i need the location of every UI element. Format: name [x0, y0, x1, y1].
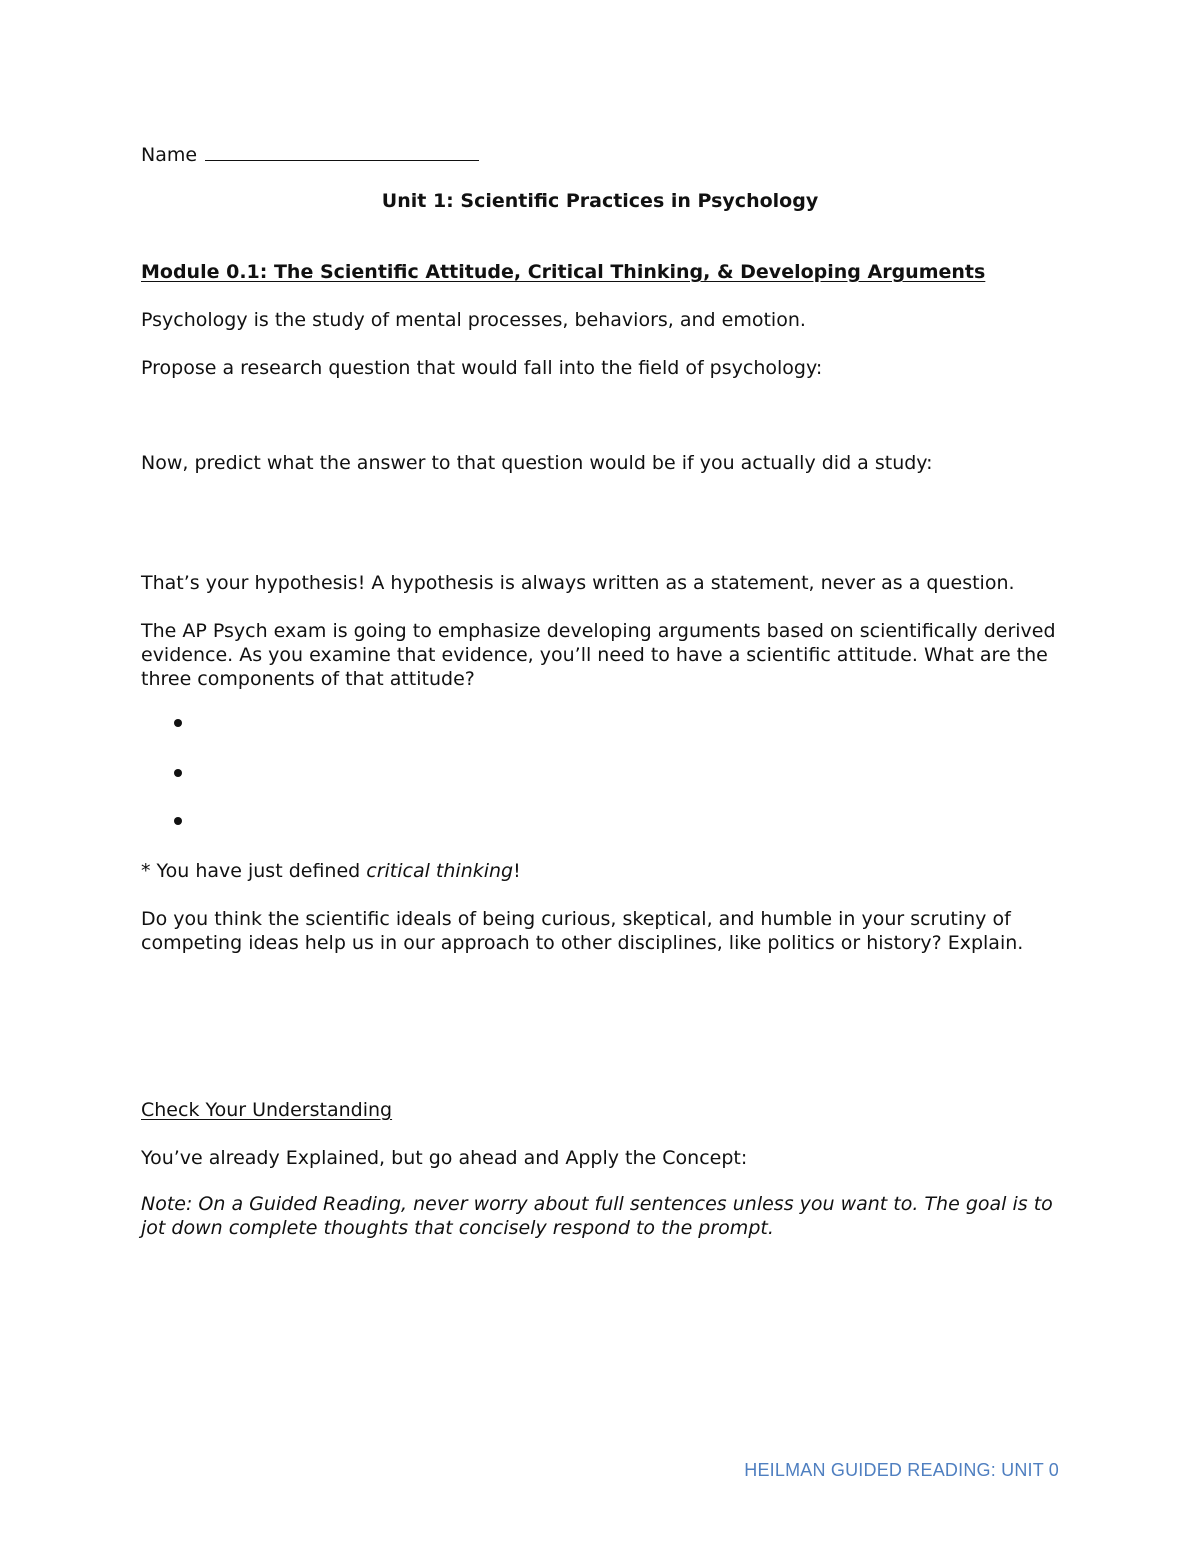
name-label: Name: [141, 144, 198, 166]
bullet-point-3: [174, 817, 184, 827]
definition-paragraph: Psychology is the study of mental processes, behaviors, and emotion.: [141, 309, 806, 331]
check-heading-row: [141, 1098, 1071, 1122]
bullet-dot-icon: [174, 769, 182, 777]
hypothesis-note: That’s your hypothesis! A hypothesis is always written as a statement, never as a question.: [141, 572, 1015, 594]
page-title: Unit 1: Scientific Practices in Psychology: [381, 190, 819, 212]
bullet-point-2: [174, 769, 184, 779]
page-footer: HEILMAN GUIDED READING: UNIT 0: [744, 1460, 1059, 1480]
propose-question-prompt: Propose a research question that would fall into the field of psychology:: [141, 357, 823, 379]
ap-exam-paragraph: The AP Psych exam is going to emphasize developing arguments based on scientifically derived evidence. As you examine that evidence, you’ll need to have a scientific attitude. What are the three components of that attitude?: [141, 620, 1056, 690]
guided-reading-note: Note: On a Guided Reading, never worry about full sentences unless you want to. The goal is to jot down complete thoughts that concisely respond to the prompt.: [141, 1193, 1053, 1239]
critical-thinking-note: [141, 859, 1071, 883]
module-heading: Module 0.1: The Scientific Attitude, Critical Thinking, & Developing Arguments: [141, 261, 986, 283]
disciplines-question: Do you think the scientific ideals of being curious, skeptical, and humble in your scrutiny of competing ideas help us in our approach to other disciplines, like politics or history? Explain.: [141, 908, 1024, 954]
bullet-point-1: [174, 719, 184, 729]
name-field-row: [141, 142, 1071, 167]
apply-concept-prompt: You’ve already Explained, but go ahead and Apply the Concept:: [141, 1147, 748, 1169]
check-understanding-heading: Check Your Understanding: [141, 1099, 393, 1121]
critical-thinking-term: critical thinking: [366, 860, 514, 882]
name-blank-line[interactable]: [205, 142, 479, 161]
critical-thinking-suffix: !: [513, 860, 521, 882]
bullet-dot-icon: [174, 817, 182, 825]
critical-thinking-prefix: * You have just defined: [141, 860, 367, 882]
bullet-dot-icon: [174, 719, 182, 727]
predict-answer-prompt: Now, predict what the answer to that question would be if you actually did a study:: [141, 452, 933, 474]
